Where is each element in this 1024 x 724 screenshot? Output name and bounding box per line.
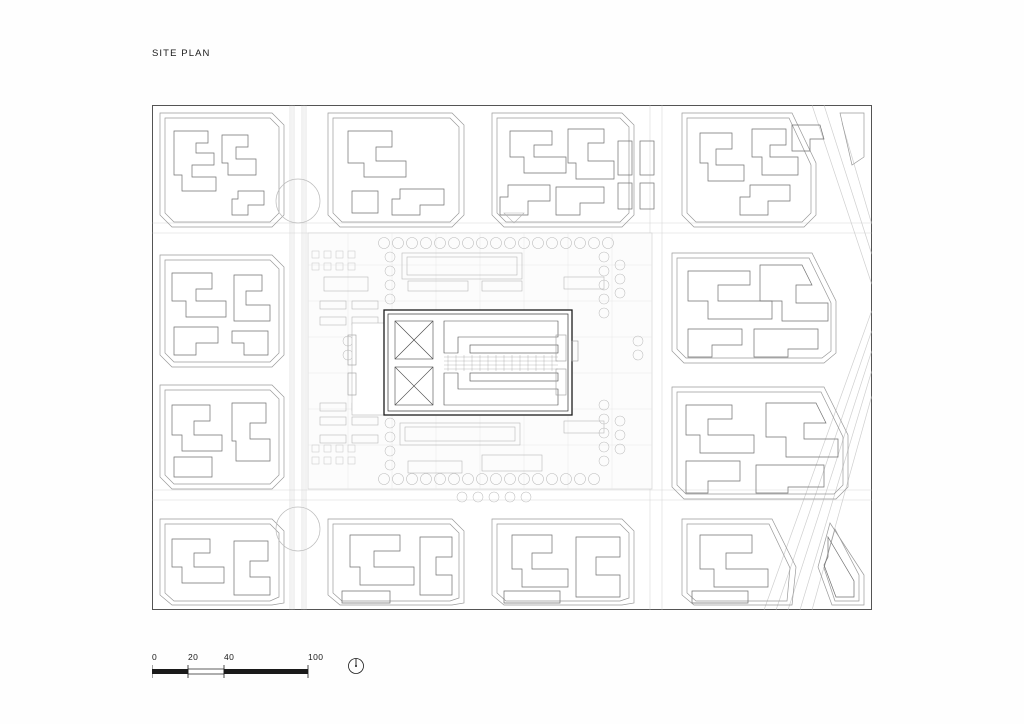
north-arrow-svg	[345, 655, 367, 677]
page-title: SITE PLAN	[152, 48, 211, 59]
scale-tick-40: 40	[224, 652, 235, 662]
site-plan-svg	[152, 105, 872, 610]
scale-tick-labels	[152, 652, 372, 664]
scale-tick-0: 0	[152, 652, 158, 662]
north-arrow-icon	[345, 655, 367, 677]
scale-tick-20: 20	[188, 652, 199, 662]
graphic-scale-bar	[152, 652, 372, 682]
scale-bar-graphic	[152, 665, 352, 681]
main-building	[348, 310, 578, 415]
scale-tick-100: 100	[308, 652, 324, 662]
site-plan-drawing	[152, 105, 872, 610]
